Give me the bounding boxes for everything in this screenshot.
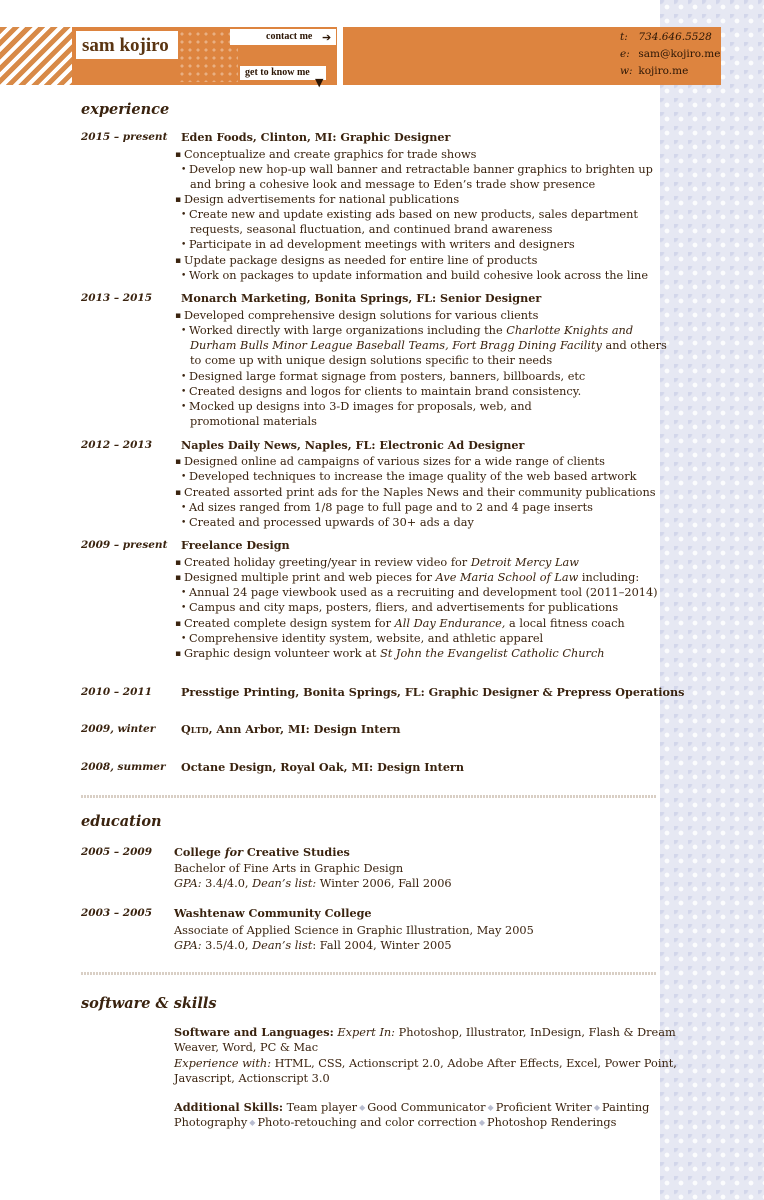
list-item: • Developed techniques to increase the image quality of the web based artwork: [181, 470, 637, 483]
email-link[interactable]: sam@kojiro.me: [638, 48, 721, 60]
list-item: ▪ Update package designs as needed for entire line of products: [175, 254, 538, 267]
diamond-separator-icon: ◆: [359, 1103, 366, 1112]
job-title: Monarch Marketing, Bonita Springs, FL: Senior Designer: [181, 291, 542, 305]
dot-bullet-icon: •: [181, 372, 187, 382]
square-bullet-icon: ▪: [175, 195, 182, 205]
list-item-continued: to come up with unique design solutions specific to their needs: [190, 354, 553, 367]
list-item: • Work on packages to update information and build cohesive look across the line: [181, 269, 649, 282]
get-to-know-me-link[interactable]: get to know me: [240, 66, 326, 80]
additional-skills-line: Additional Skills: Team player ◆ Good Communicator ◆ Proficient Writer ◆ Painting: [174, 1100, 650, 1114]
list-item: • Designed large format signage from posters, banners, billboards, etc: [181, 370, 586, 383]
job-title: Freelance Design: [181, 538, 290, 552]
gpa-line: GPA: 3.5/4.0, Dean’s list: Fall 2004, Winter 2005: [174, 939, 452, 952]
name-logo: sam kojiro: [76, 31, 178, 59]
dot-bullet-icon: •: [181, 472, 187, 482]
job-date: 2015 – present: [81, 131, 168, 143]
dot-bullet-icon: •: [181, 387, 187, 397]
square-bullet-icon: ▪: [175, 488, 182, 498]
list-item: • Comprehensive identity system, website, and athletic apparel: [181, 632, 544, 645]
job-date: 2013 – 2015: [81, 292, 153, 304]
list-item-continued: requests, seasonal fluctuation, and continued brand awareness: [190, 223, 553, 236]
list-item: • Mocked up designs into 3-D images for proposals, web, and: [181, 400, 532, 413]
phone-label: t:: [620, 31, 628, 43]
dot-bullet-icon: •: [181, 518, 187, 528]
gpa-line: GPA: 3.4/4.0, Dean’s list: Winter 2006, Fall 2006: [174, 877, 452, 890]
dot-bullet-icon: •: [181, 634, 187, 644]
degree: Bachelor of Fine Arts in Graphic Design: [174, 862, 404, 875]
experience-with-line-continued: Javascript, Actionscript 3.0: [174, 1072, 330, 1085]
square-bullet-icon: ▪: [175, 649, 182, 659]
web-label: w:: [620, 65, 633, 77]
list-item: ▪ Conceptualize and create graphics for trade shows: [175, 148, 477, 161]
experience-with-line: Experience with: HTML, CSS, Actionscript 2.0, Adobe After Effects, Excel, Power Point,: [174, 1057, 677, 1070]
job-date: 2009, winter: [81, 723, 156, 735]
list-item-continued: and bring a cohesive look and message to Eden’s trade show presence: [190, 178, 596, 191]
edu-date: 2003 – 2005: [81, 907, 153, 919]
dot-bullet-icon: •: [181, 588, 187, 598]
list-item: • Participate in ad development meetings with writers and designers: [181, 238, 575, 251]
list-item: • Worked directly with large organizations including the Charlotte Knights and: [181, 324, 634, 337]
list-item: ▪ Designed online ad campaigns of various sizes for a wide range of clients: [175, 455, 605, 468]
square-bullet-icon: ▪: [175, 311, 182, 321]
school-name: College for Creative Studies: [174, 845, 350, 859]
diamond-separator-icon: ◆: [249, 1118, 256, 1127]
skills-heading: software & skills: [81, 995, 217, 1012]
contact-info: [620, 31, 720, 82]
dot-bullet-icon: •: [181, 240, 187, 250]
job-title: Naples Daily News, Naples, FL: Electronic Ad Designer: [181, 438, 525, 452]
square-bullet-icon: ▪: [175, 256, 182, 266]
software-line-continued: Weaver, Word, PC & Mac: [174, 1041, 319, 1054]
section-divider: [81, 972, 656, 975]
arrow-down-icon: ▼: [315, 76, 324, 89]
email-row: [620, 48, 720, 65]
list-item: • Created and processed upwards of 30+ ads a day: [181, 516, 474, 529]
job-date: 2012 – 2013: [81, 439, 153, 451]
list-item: ▪ Graphic design volunteer work at St John the Evangelist Catholic Church: [175, 647, 605, 660]
list-item: • Created designs and logos for clients to maintain brand consistency.: [181, 385, 582, 398]
degree: Associate of Applied Science in Graphic Illustration, May 2005: [174, 924, 534, 937]
additional-skills-line-continued: Photography ◆ Photo-retouching and color correction ◆ Photoshop Renderings: [174, 1116, 617, 1129]
list-item: • Develop new hop-up wall banner and retractable banner graphics to brighten up: [181, 163, 653, 176]
edu-date: 2005 – 2009: [81, 846, 153, 858]
list-item: ▪ Designed multiple print and web pieces for Ave Maria School of Law including:: [175, 571, 640, 584]
list-item: • Annual 24 page viewbook used as a recruiting and development tool (2011–2014): [181, 586, 658, 599]
dot-bullet-icon: •: [181, 165, 187, 175]
school-name: Washtenaw Community College: [174, 906, 372, 920]
job-title: Eden Foods, Clinton, MI: Graphic Designer: [181, 130, 451, 144]
list-item: ▪ Design advertisements for national publications: [175, 193, 460, 206]
arrow-right-icon: ➔: [322, 31, 332, 44]
section-divider: [81, 795, 656, 798]
list-item: ▪ Created complete design system for All Day Endurance, a local fitness coach: [175, 617, 625, 630]
experience-heading: experience: [81, 101, 170, 118]
list-item: • Create new and update existing ads based on new products, sales department: [181, 208, 638, 221]
list-item: ▪ Developed comprehensive design solutions for various clients: [175, 309, 539, 322]
job-title: Qltd, Ann Arbor, MI: Design Intern: [181, 722, 401, 736]
list-item-continued: Durham Bulls Minor League Baseball Teams, Fort Bragg Dining Facility and others: [190, 339, 667, 352]
list-item: • Ad sizes ranged from 1/8 page to full page and to 2 and 4 page inserts: [181, 501, 593, 514]
contact-me-link[interactable]: contact me: [230, 29, 336, 45]
web-link[interactable]: kojiro.me: [638, 65, 689, 77]
job-title: Octane Design, Royal Oak, MI: Design Intern: [181, 760, 464, 774]
list-item: • Campus and city maps, posters, fliers, and advertisements for publications: [181, 601, 619, 614]
header-stripes: [0, 27, 72, 85]
phone-row: [620, 31, 720, 48]
square-bullet-icon: ▪: [175, 558, 182, 568]
list-item-continued: promotional materials: [190, 415, 317, 428]
phone-value: 734.646.5528: [638, 31, 712, 43]
square-bullet-icon: ▪: [175, 573, 182, 583]
job-date: 2008, summer: [81, 761, 166, 773]
job-title: Presstige Printing, Bonita Springs, FL: Graphic Designer & Prepress Operations: [181, 685, 685, 699]
dot-bullet-icon: •: [181, 402, 187, 412]
job-date: 2009 – present: [81, 539, 168, 551]
diamond-separator-icon: ◆: [487, 1103, 494, 1112]
dot-bullet-icon: •: [181, 326, 187, 336]
job-date: 2010 – 2011: [81, 686, 153, 698]
list-item: ▪ Created holiday greeting/year in review video for Detroit Mercy Law: [175, 556, 579, 569]
software-line: Software and Languages: Expert In: Photoshop, Illustrator, InDesign, Flash & Dream: [174, 1025, 676, 1039]
list-item: ▪ Created assorted print ads for the Naples News and their community publications: [175, 486, 656, 499]
dot-bullet-icon: •: [181, 271, 187, 281]
dot-bullet-icon: •: [181, 603, 187, 613]
email-label: e:: [620, 48, 630, 60]
dot-bullet-icon: •: [181, 503, 187, 513]
square-bullet-icon: ▪: [175, 457, 182, 467]
side-pattern: [660, 0, 764, 1200]
header-pattern: [178, 30, 238, 82]
diamond-separator-icon: ◆: [593, 1103, 600, 1112]
dot-bullet-icon: •: [181, 210, 187, 220]
square-bullet-icon: ▪: [175, 619, 182, 629]
web-row: [620, 65, 720, 82]
square-bullet-icon: ▪: [175, 150, 182, 160]
diamond-separator-icon: ◆: [478, 1118, 485, 1127]
education-heading: education: [81, 813, 162, 830]
